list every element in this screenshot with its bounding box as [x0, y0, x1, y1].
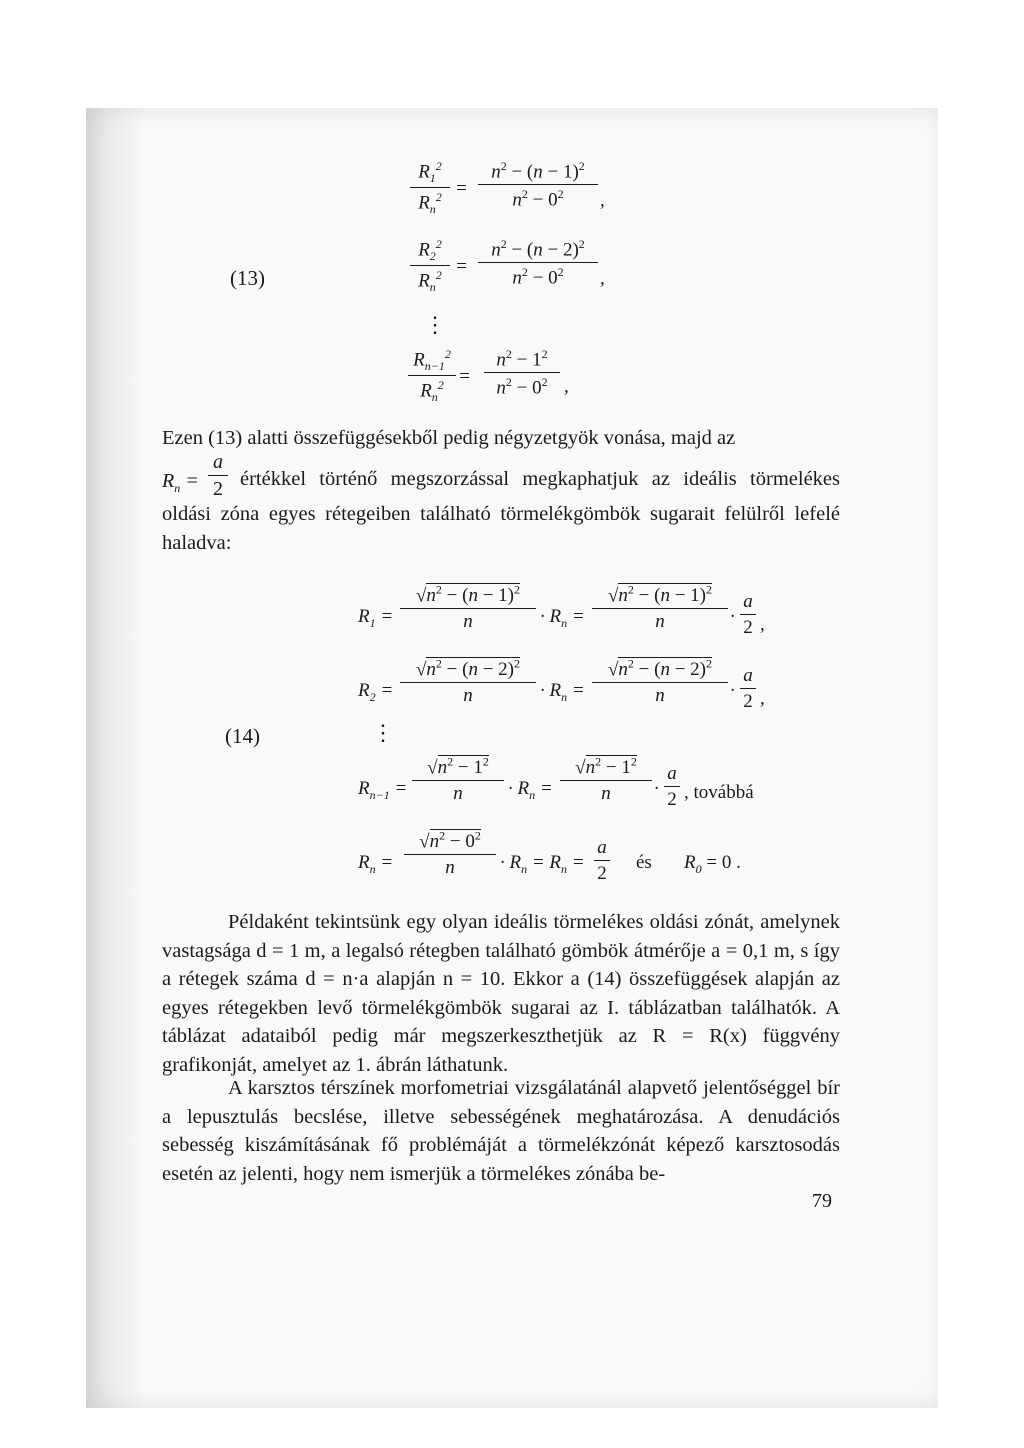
fraction-a-over-2: a 2 [664, 764, 680, 809]
fraction-a-over-2: a 2 [740, 666, 756, 711]
fraction-a-over-2: a 2 [208, 452, 228, 499]
rn-symbol: $R_n$ = [358, 852, 394, 876]
paragraph-1-line-3: oldási zóna egyes rétegeiben található törmelékgömbök sugarait felülről lefelé haladva: [162, 503, 840, 554]
dot: · [730, 606, 735, 627]
fraction-a-over-2: a 2 [740, 592, 756, 637]
vertical-ellipsis: ⋮ [424, 312, 446, 337]
equation-label-14: (14) [225, 724, 260, 748]
r0-equals-zero: $R_0 = 0$ . [684, 852, 741, 876]
rn-chain: · $R_n = R_n$ = [500, 852, 585, 876]
tovabba-text: , továbbá [684, 782, 754, 803]
rn-1-symbol: $R_{n-1}$ = [358, 778, 408, 802]
fraction-sqrt-n2-minus-n1-over-n-b: $√n^2 - (n - 1)^2$ n [592, 584, 728, 631]
equals-sign: = [455, 178, 468, 199]
paragraph-1-line-1: Ezen (13) alatti összefüggésekből pedig négyzetgyök vonása, majd az [162, 427, 736, 449]
comma: , [600, 268, 605, 289]
equals-sign: = [455, 256, 468, 277]
fraction-sqrt-n2-minus-n2-over-n: $√n^2 - (n - 2)^2$ n [400, 658, 536, 705]
fraction-n2-minus-1: $n^2 - 1^2$ $n^2 - 0^2$ [484, 348, 560, 398]
r1-symbol: $R_1$ = [358, 606, 394, 630]
paragraph-2 [162, 908, 840, 1079]
fraction-r2-rn: $R_2^2$ $R_n^2$ [410, 238, 450, 293]
equals-sign: = [458, 366, 471, 387]
comma: , [600, 190, 605, 211]
fraction-r1-rn: $R_1^2$ $R_n^2$ [410, 160, 450, 215]
equation-label-13: (13) [230, 266, 265, 290]
paragraph-2-text: Példaként tekintsünk egy olyan ideális törmelékes oldási zónát, amelynek vastagsága d = 1 m, a legalsó rétegben található gömbök átmérője a = 0,1 m, s így a rétegek száma d = n·a alapján n = 10. Ekkor a (14) összefüggések alapján az egyes rétegekben levő törmelékgömbök sugarai az I. táblázatban találhatók. A táblázat adataiból pedig már megszerkeszthetjük az R = R(x) függvény grafikonját, amelyet az 1. ábrán láthatunk. [162, 911, 840, 1076]
times-rn: · $R_n$ = [508, 778, 553, 802]
comma: , [564, 376, 569, 397]
rn-equals: $R_n$ = [162, 470, 199, 495]
fraction-a-over-2: a 2 [594, 838, 610, 883]
paragraph-3 [162, 1074, 840, 1188]
times-rn: · $R_n$ = [540, 680, 585, 704]
comma: , [760, 688, 765, 709]
fraction-sqrt-n2-minus-1-over-n-b: $√n^2 - 1^2$ n [560, 756, 652, 803]
fraction-sqrt-n2-minus-n1-over-n: $√n^2 - (n - 1)^2$ n [400, 584, 536, 631]
fraction-sqrt-n2-minus-1-over-n: $√n^2 - 1^2$ n [412, 756, 504, 803]
times-rn: · $R_n$ = [540, 606, 585, 630]
scanned-page [86, 108, 938, 1408]
fraction-sqrt-n2-minus-n2-over-n-b: $√n^2 - (n - 2)^2$ n [592, 658, 728, 705]
paragraph-3-text: A karsztos térszínek morfometriai vizsgálatánál alapvető jelentőséggel bír a lepusztulás becslése, illetve sebességének meghatározása. A denudációs sebesség kiszámításának fő problémáját a törmelékzónát képező karsztosodás esetén az jelenti, hogy nem ismerjük a törmelékes zónába be- [162, 1077, 840, 1185]
page-number: 79 [812, 1190, 832, 1212]
fraction-rn1-rn: $R_{n-1}^2$ $R_n^2$ [408, 348, 456, 403]
fraction-sqrt-n2-minus-0-over-n: $√n^2 - 0^2$ n [404, 830, 496, 877]
comma: , [760, 614, 765, 635]
dot: · [654, 778, 659, 799]
dot: · [730, 680, 735, 701]
fraction-n2-minus-n1: $n^2 - (n - 1)^2$ $n^2 - 0^2$ [478, 160, 598, 210]
es-text: és [636, 852, 652, 873]
paragraph-1-line-2: értékkel történő megszorzással megkaphatjuk az ideális törmelékes [240, 468, 840, 490]
fraction-n2-minus-n2: $n^2 - (n - 2)^2$ $n^2 - 0^2$ [478, 238, 598, 288]
r2-symbol: $R_2$ = [358, 680, 394, 704]
vertical-ellipsis: ⋮ [372, 720, 394, 745]
